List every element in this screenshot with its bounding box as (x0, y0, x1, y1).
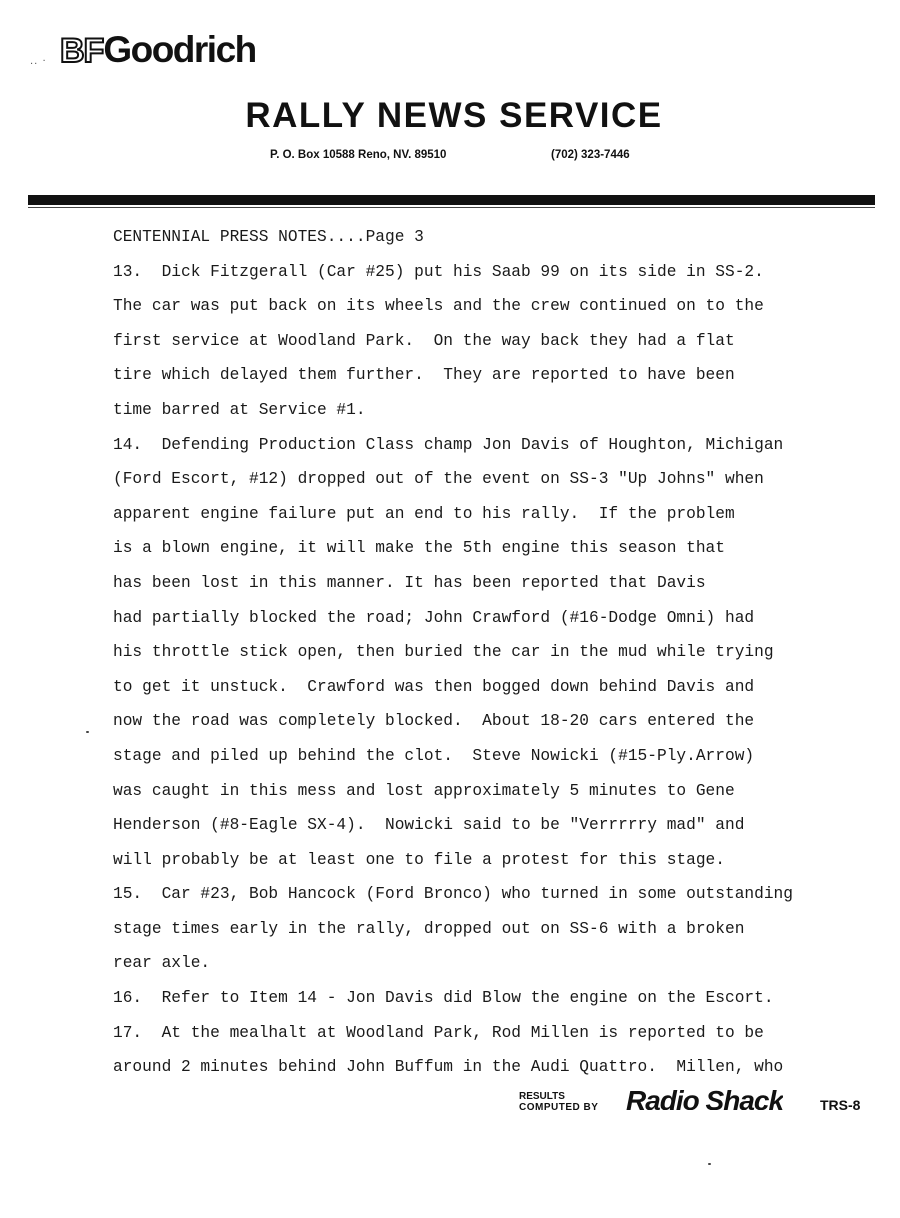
results-label (519, 1091, 598, 1113)
text-line: his throttle stick open, then buried the car in the mud while trying (113, 643, 774, 662)
phone-number: (702) 323-7446 (551, 149, 630, 161)
text-line: time barred at Service #1. (113, 400, 366, 419)
scan-speck (86, 731, 89, 733)
brand-prefix: BF (60, 32, 104, 70)
results-label-line1: RESULTS (519, 1091, 565, 1102)
text-line: has been lost in this manner. It has been reported that Davis (113, 573, 706, 592)
text-line: tire which delayed them further. They are reported to have been (113, 366, 735, 385)
logo-flourish: .. · (30, 56, 47, 67)
header-divider-thin (28, 207, 875, 208)
text-line: will probably be at least one to file a protest for this stage. (113, 850, 725, 869)
text-line: rear axle. (113, 954, 211, 973)
text-line: 16. Refer to Item 14 - Jon Davis did Blow the engine on the Escort. (113, 989, 774, 1008)
text-line: is a blown engine, it will make the 5th engine this season that (113, 539, 725, 558)
text-line: apparent engine failure put an end to his rally. If the problem (113, 504, 735, 523)
text-line: now the road was completely blocked. About 18-20 cars entered the (113, 712, 755, 731)
sponsor-model: TRS-8 (820, 1097, 861, 1113)
text-line: 14. Defending Production Class champ Jon Davis of Houghton, Michigan (113, 435, 784, 454)
text-line: Henderson (#8-Eagle SX-4). Nowicki said to be "Verrrrry mad" and (113, 816, 745, 835)
text-line: 15. Car #23, Bob Hancock (Ford Bronco) who turned in some outstanding (113, 885, 793, 904)
text-line: The car was put back on its wheels and the crew continued on to the (113, 297, 764, 316)
page-title: RALLY NEWS SERVICE (245, 96, 663, 135)
mailing-address: P. O. Box 10588 Reno, NV. 89510 (270, 149, 447, 161)
page-heading: CENTENNIAL PRESS NOTES....Page 3 (113, 228, 424, 246)
text-line: 13. Dick Fitzgerall (Car #25) put his Saab 99 on its side in SS-2. (113, 262, 764, 281)
text-line: stage times early in the rally, dropped out on SS-6 with a broken (113, 919, 745, 938)
text-line: stage and piled up behind the clot. Steve Nowicki (#15-Ply.Arrow) (113, 746, 755, 765)
text-line: to get it unstuck. Crawford was then bogged down behind Davis and (113, 677, 755, 696)
text-line: was caught in this mess and lost approximately 5 minutes to Gene (113, 781, 735, 800)
text-line: had partially blocked the road; John Crawford (#16-Dodge Omni) had (113, 608, 755, 627)
results-label-line2: COMPUTED BY (519, 1102, 599, 1113)
scan-speck (708, 1163, 711, 1165)
text-line: (Ford Escort, #12) dropped out of the event on SS-3 "Up Johns" when (113, 470, 764, 489)
text-line: 17. At the mealhalt at Woodland Park, Rod Millen is reported to be (113, 1023, 764, 1042)
sponsor-logo: Radio Shack (626, 1085, 784, 1110)
brand-logo (60, 30, 256, 71)
text-line: first service at Woodland Park. On the way back they had a flat (113, 331, 735, 350)
header-divider (28, 195, 875, 205)
document-body (113, 220, 853, 1085)
text-line: around 2 minutes behind John Buffum in the Audi Quattro. Millen, who (113, 1058, 784, 1077)
brand-name: Goodrich (103, 29, 256, 70)
